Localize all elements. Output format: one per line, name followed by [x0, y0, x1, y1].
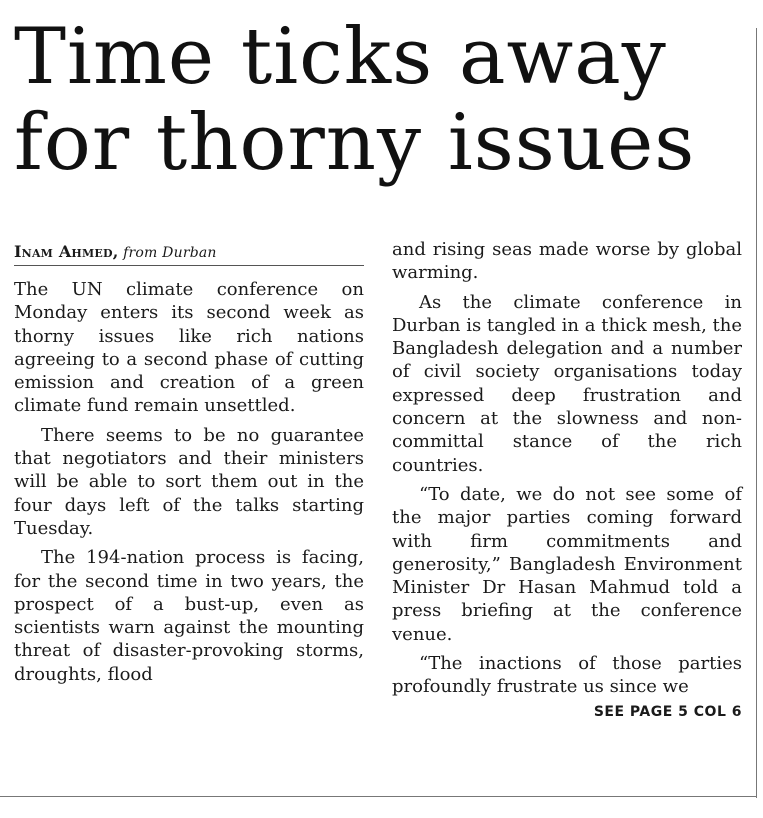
- byline-location: from Durban: [123, 245, 217, 261]
- right-column: [392, 238, 742, 724]
- left-column: [14, 238, 364, 686]
- paragraph: The UN climate conference on Monday enters its second week as thorny issues like rich nations agreeing to a second phase of cutting emission and creation of a green climate fund remain unsettled.: [14, 279, 364, 417]
- headline-line-1: Time ticks away: [14, 12, 667, 102]
- headline: [14, 14, 754, 186]
- paragraph: There seems to be no guarantee that negotiators and their ministers will be able to sort them out in the four days left of the talks starting Tuesday.: [14, 424, 364, 539]
- byline: [14, 238, 364, 266]
- column-rule: [756, 28, 757, 798]
- headline-line-2: for thorny issues: [14, 98, 696, 188]
- continuation-link[interactable]: SEE PAGE 5 COL 6: [593, 703, 742, 720]
- paragraph: As the climate conference in Durban is tangled in a thick mesh, the Bangladesh delegation and a number of civil society organisations today expressed deep frustration and concern at the slowness and non-committal stance of the rich countries.: [392, 291, 742, 476]
- paragraph: The 194-nation process is facing, for the second time in two years, the prospect of a bust-up, even as scientists warn against the mounting threat of disaster-provoking storms, droughts, flood: [14, 547, 364, 685]
- paragraph: “To date, we do not see some of the major parties coming forward with firm commitments and generosity,” Bangladesh Environment Minister Dr Hasan Mahmud told a press briefing at the conference venue.: [392, 483, 742, 645]
- paragraph: “The inactions of those parties profoundly frustrate us since we: [392, 653, 742, 698]
- bottom-rule: [0, 796, 756, 797]
- byline-author: Inam Ahmed,: [14, 242, 119, 261]
- paragraph: and rising seas made worse by global warming.: [392, 239, 742, 284]
